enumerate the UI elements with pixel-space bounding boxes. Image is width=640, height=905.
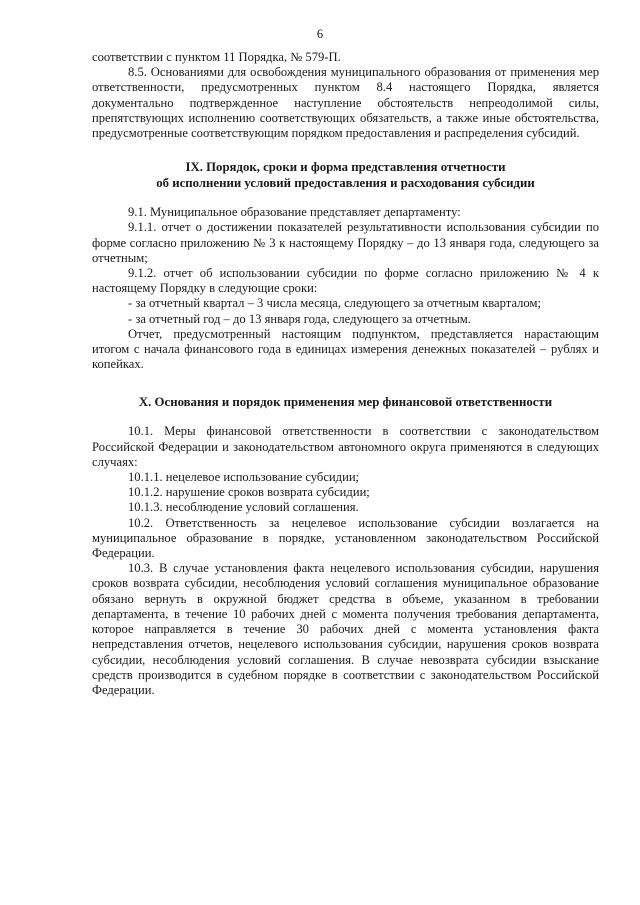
paragraph-10-1-3: 10.1.3. несоблюдение условий соглашения. <box>128 500 359 515</box>
paragraph-continuation: соответствии с пунктом 11 Порядка, № 579-П. <box>92 50 341 64</box>
section-9-title-line1: IX. Порядок, сроки и форма представления отчетности <box>185 160 506 175</box>
paragraph-8-5: 8.5. Основаниями для освобождения муниципального образования от применения мер ответственности, предусмотренных пунктом 8.4 настоящего Порядка, является документально подтвержденное наступление обстоятельств непреодолимой силы, препятствующих исполнению соответствующих обязательств, а также иные обстоятельства, предусмотренные соответствующим порядком предоставления и распределения субсидий. <box>92 65 599 141</box>
paragraph-10-1-2: 10.1.2. нарушение сроков возврата субсидии; <box>128 485 370 500</box>
paragraph-year-deadline: - за отчетный год – до 13 января года, следующего за отчетным. <box>128 311 471 326</box>
section-10-title: X. Основания и порядок применения мер финансовой ответственности <box>138 395 553 410</box>
spacer <box>92 141 599 159</box>
paragraph-quarter-deadline: - за отчетный квартал – 3 числа месяца, следующего за отчетным кварталом; <box>128 296 541 311</box>
paragraph-9-1: 9.1. Муниципальное образование представляет департаменту: <box>128 205 461 220</box>
spacer <box>92 372 599 394</box>
section-9-title-line2: об исполнении условий предоставления и расходования субсидии <box>156 176 535 191</box>
document-body <box>92 50 599 698</box>
paragraph-9-1-2: 9.1.2. отчет об использовании субсидии по форме согласно приложению № 4 к настоящему Порядку в следующие сроки: <box>92 266 599 296</box>
spacer <box>92 191 599 205</box>
paragraph-report-note: Отчет, предусмотренный настоящим подпунктом, представляется нарастающим итогом с начала финансового года в единицах измерения денежных показателей – рублях и копейках. <box>92 326 599 372</box>
paragraph-9-1-1: 9.1.1. отчет о достижении показателей результативности использования субсидии по форме согласно приложению № 3 к настоящему Порядку – до 13 января года, следующего за отчетным; <box>92 220 599 265</box>
paragraph-10-1-1: 10.1.1. нецелевое использование субсидии; <box>128 470 360 485</box>
paragraph-10-3: 10.3. В случае установления факта нецелевого использования субсидии, нарушения сроков возврата субсидии, несоблюдения условий соглашения муниципальное образование обязано вернуть в окружной бюджет средства в объеме, указанном в требовании департамента, в течение 10 рабочих дней с момента получения требования департамента, которое направляется в течение 30 рабочих дней с момента установления факта непредставления отчетов, нецелевого использования субсидии, нарушения сроков возврата субсидии, несоблюдения условий соглашения. В случае невозврата субсидии взыскание средств производится в судебном порядке в соответствии с законодательством Российской Федерации. <box>92 561 599 697</box>
paragraph-10-2: 10.2. Ответственность за нецелевое использование субсидии возлагается на муниципальное образование в порядке, установленном законодательством Российской Федерации. <box>92 515 599 561</box>
page-number: 6 <box>316 27 324 41</box>
spacer <box>92 410 599 424</box>
paragraph-10-1: 10.1. Меры финансовой ответственности в соответствии с законодательством Российской Федерации и законодательством автономного округа применяются в следующих случаях: <box>92 424 599 469</box>
